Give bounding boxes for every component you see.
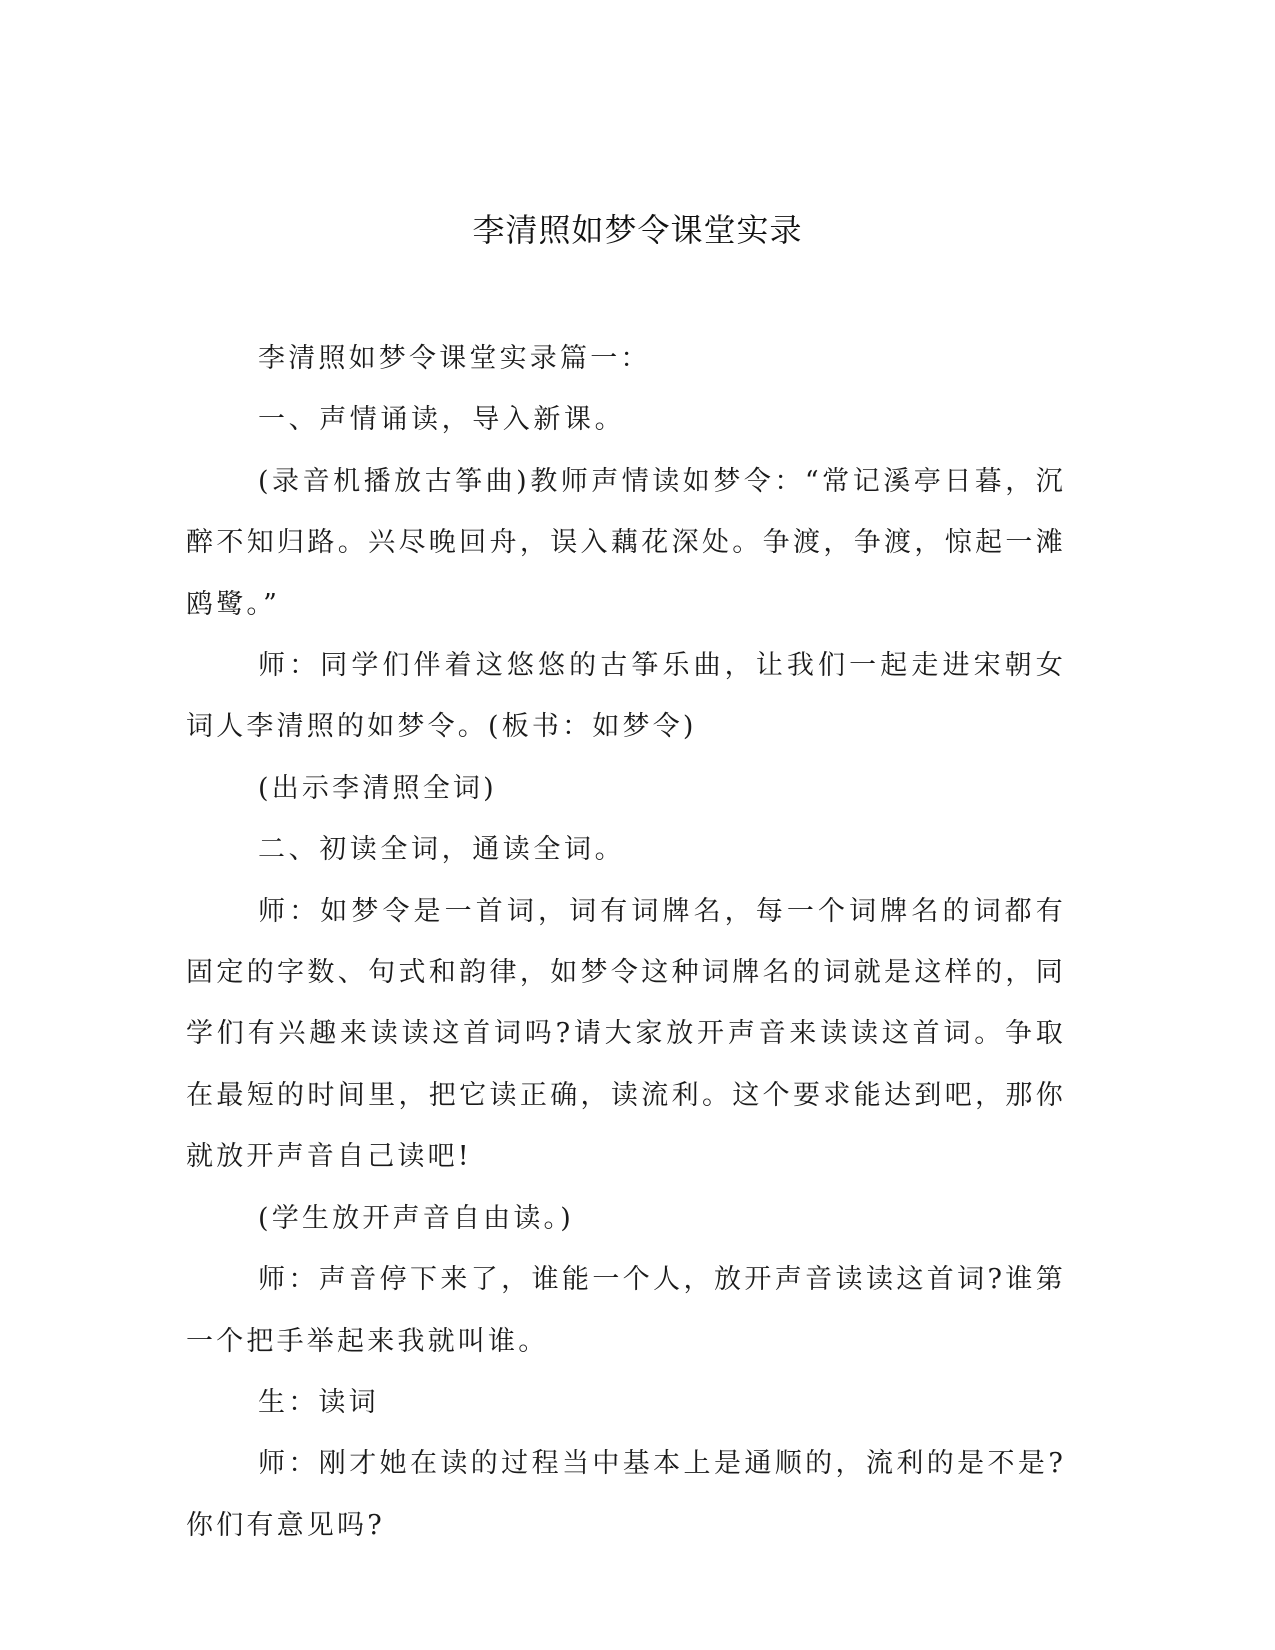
paragraph-teacher-call: 师：声音停下来了，谁能一个人，放开声音读读这首词?谁第一个把手举起来我就叫谁。 — [186, 1264, 1066, 1357]
paragraph-students-read: (学生放开声音自由读。) — [258, 1202, 574, 1234]
document-body — [186, 328, 1066, 1556]
paragraph-teacher-instruction: 师：如梦令是一首词，词有词牌名，每一个词牌名的词都有固定的字数、句式和韵律，如梦令这种词牌名的词就是这样的，同学们有兴趣来读读这首词吗?请大家放开声音来读读这首词。争取在最短的时间里，把它读正确，读流利。这个要求能达到吧，那你就放开声音自己读吧! — [186, 895, 1066, 1173]
document-title: 李清照如梦令课堂实录 — [472, 211, 803, 249]
paragraph-teacher-intro: 师：同学们伴着这悠悠的古筝乐曲，让我们一起走进宋朝女词人李清照的如梦令。(板书：如梦令) — [186, 650, 1066, 743]
paragraph-step-one: 一、声情诵读，导入新课。 — [258, 404, 626, 436]
paragraph-section-heading: 李清照如梦令课堂实录篇一： — [258, 343, 651, 374]
paragraph-teacher-recitation: (录音机播放古筝曲)教师声情读如梦令：“常记溪亭日暮，沉醉不知归路。兴尽晚回舟，误入藕花深处。争渡，争渡，惊起一滩鸥鹭。” — [186, 465, 1066, 620]
paragraph-student-reads: 生：读词 — [258, 1386, 379, 1418]
paragraph-step-two: 二、初读全词，通读全词。 — [258, 834, 626, 866]
paragraph-show-full-poem: (出示李清照全词) — [258, 772, 497, 804]
paragraph-teacher-feedback: 师：刚才她在读的过程当中基本上是通顺的，流利的是不是?你们有意见吗? — [186, 1448, 1066, 1541]
